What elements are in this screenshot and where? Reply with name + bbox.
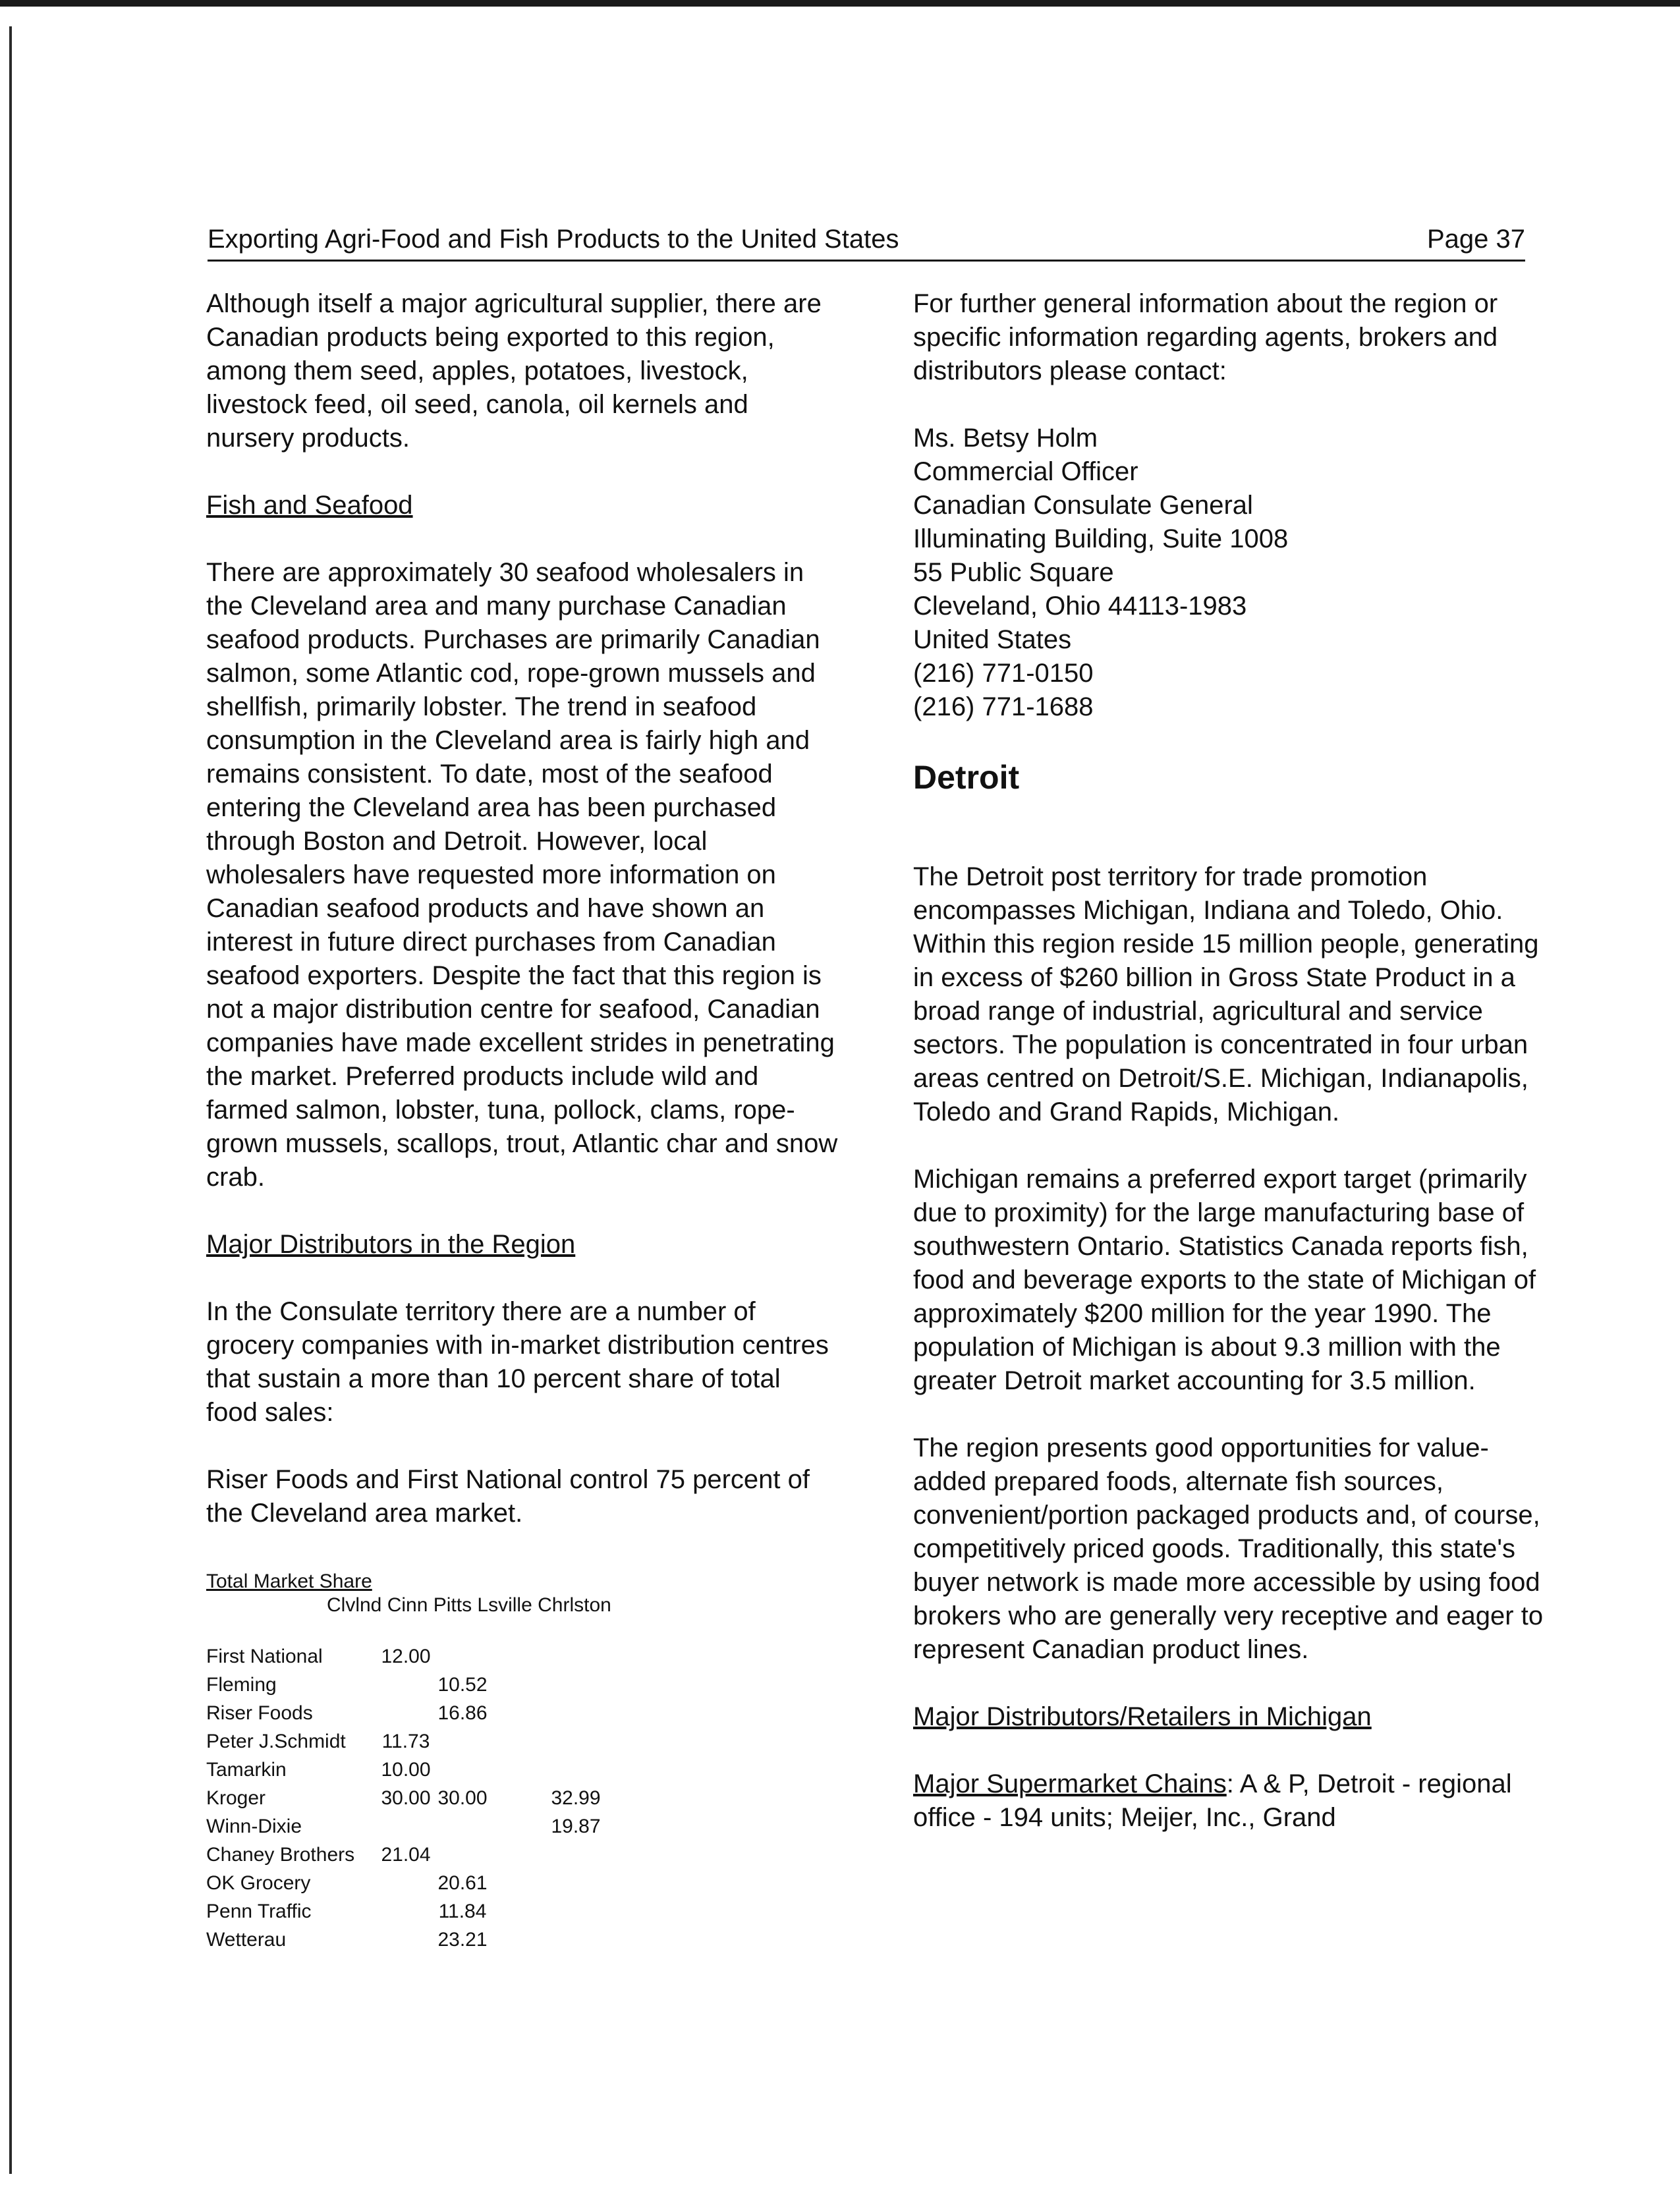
share-value	[491, 1926, 547, 1954]
share-value: 21.04	[381, 1844, 431, 1866]
detroit-paragraph-2: Michigan remains a preferred export target (primarily due to proximity) for the large manufacturing base of southwestern Ontario. Statistics Canada reports fish, food and beverage exports to the state of Michigan of approximately $200 million for the year 1990. The population of Michigan is about 9.3 million with the greater Detroit market accounting for 3.5 million.	[913, 1165, 1536, 1395]
table-row	[206, 1756, 661, 1784]
share-value	[604, 1897, 661, 1926]
share-value	[604, 1642, 661, 1671]
share-value	[491, 1699, 547, 1727]
company-name: Riser Foods	[206, 1702, 313, 1724]
share-value	[491, 1756, 547, 1784]
left-column	[206, 287, 839, 1954]
table-row	[206, 1869, 661, 1897]
share-value	[434, 1727, 491, 1756]
contact-building: Illuminating Building, Suite 1008	[913, 524, 1289, 553]
market-share-table	[206, 1570, 839, 1954]
share-value	[604, 1841, 661, 1869]
share-value	[604, 1671, 661, 1699]
market-share-label: Total Market Share	[206, 1570, 372, 1592]
riser-paragraph: Riser Foods and First National control 75 percent of the Cleveland area market.	[206, 1465, 810, 1528]
company-name: Winn-Dixie	[206, 1816, 302, 1837]
share-value: 11.73	[381, 1731, 430, 1752]
detroit-paragraph-1: The Detroit post territory for trade promotion encompasses Michigan, Indiana and Toledo, Ohio. Within this region reside 15 million people, generating in excess of $260 billion in Gross State Product in a broad range of industrial, agricultural and service sectors. The population is concentrated in four urban areas centred on Detroit/S.E. Michigan, Indianapolis, Toledo and Grand Rapids, Michigan.	[913, 862, 1539, 1126]
table-row	[206, 1727, 661, 1756]
share-value	[547, 1841, 604, 1869]
fish-seafood-heading: Fish and Seafood	[206, 491, 413, 520]
share-value	[491, 1869, 547, 1897]
share-value: 30.00	[381, 1787, 431, 1809]
contact-name: Ms. Betsy Holm	[913, 424, 1098, 453]
share-value: 10.00	[381, 1759, 431, 1781]
contact-address	[913, 422, 1546, 724]
share-value: 10.52	[437, 1674, 488, 1696]
share-value	[434, 1812, 491, 1841]
contact-street: 55 Public Square	[913, 558, 1114, 587]
share-value	[434, 1642, 491, 1671]
contact-fax: (216) 771-1688	[913, 692, 1094, 721]
share-value	[378, 1699, 434, 1727]
share-value	[604, 1756, 661, 1784]
company-name: Kroger	[206, 1787, 266, 1809]
contact-title: Commercial Officer	[913, 457, 1138, 486]
right-column	[913, 287, 1546, 1835]
company-name: Penn Traffic	[206, 1901, 312, 1922]
michigan-distributors-heading: Major Distributors/Retailers in Michigan	[913, 1702, 1372, 1731]
share-value: 12.00	[381, 1646, 431, 1667]
page-header	[208, 223, 1525, 262]
share-value	[604, 1812, 661, 1841]
contact-phone: (216) 771-0150	[913, 659, 1094, 688]
share-value: 30.00	[437, 1787, 488, 1809]
share-value: 20.61	[437, 1872, 488, 1894]
share-value: 19.87	[551, 1816, 601, 1837]
share-value	[491, 1671, 547, 1699]
share-value: 16.86	[437, 1702, 488, 1724]
table-row	[206, 1699, 661, 1727]
share-value	[547, 1869, 604, 1897]
share-value	[434, 1756, 491, 1784]
fish-seafood-paragraph: There are approximately 30 seafood wholesalers in the Cleveland area and many purchase Canadian seafood products. Purchases are primarily Canadian salmon, some Atlantic cod, rope-grown mussels and shellfish, primarily lobster. The trend in seafood consumption in the Cleveland area is fairly high and remains consistent. To date, most of the seafood entering the Cleveland area has been purchased through Boston and Detroit. However, local wholesalers have requested more information on Canadian seafood products and have shown an interest in future direct purchases from Canadian seafood exporters. Despite the fact that this region is not a major distribution centre for seafood, Canadian companies have made excellent strides in penetrating the market. Preferred products include wild and farmed salmon, lobster, tuna, pollock, clams, rope-grown mussels, scallops, trout, Atlantic char and snow crab.	[206, 558, 838, 1192]
supermarket-chains-paragraph	[913, 1767, 1546, 1835]
page-number: Page 37	[1426, 225, 1525, 254]
share-value	[378, 1812, 434, 1841]
contact-organization: Canadian Consulate General	[913, 491, 1253, 520]
top-scan-border	[0, 0, 1680, 7]
share-value: 32.99	[551, 1787, 601, 1809]
company-name: OK Grocery	[206, 1872, 311, 1894]
share-value	[378, 1671, 434, 1699]
table-row	[206, 1642, 661, 1671]
share-value	[378, 1869, 434, 1897]
share-value	[491, 1642, 547, 1671]
share-value	[547, 1699, 604, 1727]
share-value	[547, 1756, 604, 1784]
supermarket-chains-label: Major Supermarket Chains	[913, 1769, 1227, 1798]
share-value	[434, 1841, 491, 1869]
intro-paragraph: Although itself a major agricultural supplier, there are Canadian products being exported to this region, among them seed, apples, potatoes, livestock, livestock feed, oil seed, canola, oil kernels and nursery products.	[206, 289, 822, 453]
major-distributors-heading: Major Distributors in the Region	[206, 1230, 576, 1259]
share-value	[604, 1727, 661, 1756]
share-value	[491, 1841, 547, 1869]
share-value: 11.84	[438, 1901, 487, 1922]
detroit-paragraph-3: The region presents good opportunities for value-added prepared foods, alternate fish sources, convenient/portion packaged products and, of course, competitively priced goods. Traditionally, this state's buyer network is made more accessible by using food brokers who are generally very receptive and eager to represent Canadian product lines.	[913, 1433, 1544, 1664]
share-value	[547, 1926, 604, 1954]
share-value	[491, 1897, 547, 1926]
detroit-heading: Detroit	[913, 759, 1020, 796]
share-value	[491, 1812, 547, 1841]
table-row	[206, 1671, 661, 1699]
table-row	[206, 1812, 661, 1841]
share-value	[604, 1869, 661, 1897]
share-value: 23.21	[437, 1929, 488, 1951]
company-name: First National	[206, 1646, 323, 1667]
share-value	[604, 1699, 661, 1727]
company-name: Chaney Brothers	[206, 1844, 355, 1866]
table-row	[206, 1784, 661, 1812]
supermarket-chains-text: : A & P, Detroit - regional office - 194 units; Meijer, Inc., Grand	[913, 1769, 1512, 1832]
company-name: Fleming	[206, 1674, 277, 1696]
share-value	[547, 1897, 604, 1926]
share-value	[547, 1642, 604, 1671]
contact-country: United States	[913, 625, 1072, 654]
share-value	[491, 1727, 547, 1756]
share-value	[547, 1727, 604, 1756]
share-value	[604, 1784, 661, 1812]
market-share-rows	[206, 1642, 661, 1954]
share-value	[378, 1897, 434, 1926]
table-row	[206, 1897, 661, 1926]
contact-intro: For further general information about the region or specific information regarding agents, brokers and distributors please contact:	[913, 289, 1498, 385]
distributors-paragraph: In the Consulate territory there are a number of grocery companies with in-market distribution centres that sustain a more than 10 percent share of total food sales:	[206, 1297, 829, 1427]
table-row	[206, 1841, 661, 1869]
company-name: Peter J.Schmidt	[206, 1731, 346, 1752]
contact-city: Cleveland, Ohio 44113-1983	[913, 592, 1247, 621]
header-title: Exporting Agri-Food and Fish Products to the United States	[208, 225, 899, 254]
share-value	[604, 1926, 661, 1954]
share-value	[491, 1784, 547, 1812]
market-share-cities: Clvlnd Cinn Pitts Lsville Chrlston	[327, 1594, 611, 1616]
table-row	[206, 1926, 661, 1954]
share-value	[547, 1671, 604, 1699]
share-value	[378, 1926, 434, 1954]
company-name: Wetterau	[206, 1929, 287, 1951]
left-scan-edge	[9, 26, 12, 2174]
company-name: Tamarkin	[206, 1759, 287, 1781]
